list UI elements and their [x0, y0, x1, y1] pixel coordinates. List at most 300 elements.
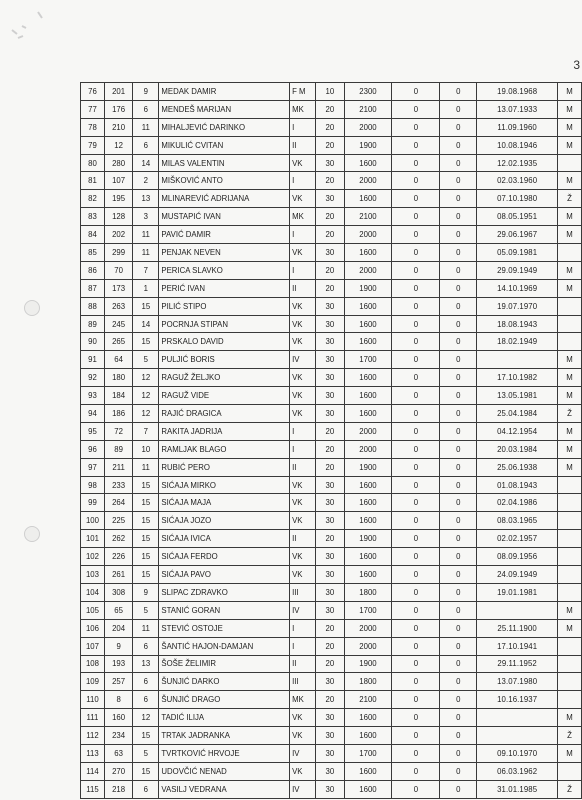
sex-cell: M	[557, 744, 581, 762]
col-b-cell: 11	[133, 458, 159, 476]
birth-date-cell: 12.02.1935	[477, 154, 558, 172]
coefficient-cell: 30	[316, 369, 344, 387]
zero-col-1-cell: 0	[392, 297, 440, 315]
col-a-cell: 264	[104, 494, 132, 512]
col-b-cell: 15	[133, 494, 159, 512]
col-a-cell: 210	[104, 118, 132, 136]
zero-col-2-cell: 0	[440, 530, 477, 548]
zero-col-1-cell: 0	[392, 637, 440, 655]
col-a-cell: 226	[104, 548, 132, 566]
zero-col-2-cell: 0	[440, 566, 477, 584]
coefficient-cell: 20	[316, 261, 344, 279]
coefficient-cell: 30	[316, 315, 344, 333]
name-cell: RAGUŽ ŽELJKO	[159, 369, 290, 387]
row-number-cell: 84	[81, 226, 105, 244]
sex-cell: M	[557, 172, 581, 190]
zero-col-1-cell: 0	[392, 369, 440, 387]
zero-col-1-cell: 0	[392, 583, 440, 601]
sex-cell: Ž	[557, 190, 581, 208]
zero-col-1-cell: 0	[392, 458, 440, 476]
name-cell: MENDEŠ MARIJAN	[159, 100, 290, 118]
amount-cell: 1600	[344, 727, 392, 745]
name-cell: SIĆAJA IVICA	[159, 530, 290, 548]
birth-date-cell: 25.04.1984	[477, 405, 558, 423]
zero-col-1-cell: 0	[392, 190, 440, 208]
row-number-cell: 90	[81, 333, 105, 351]
birth-date-cell: 17.10.1941	[477, 637, 558, 655]
qualification-code-cell: VK	[290, 566, 316, 584]
row-number-cell: 111	[81, 709, 105, 727]
row-number-cell: 110	[81, 691, 105, 709]
coefficient-cell: 30	[316, 244, 344, 262]
table-row	[81, 476, 582, 494]
sex-cell: M	[557, 208, 581, 226]
qualification-code-cell: VK	[290, 494, 316, 512]
page-number: 3	[573, 58, 580, 72]
col-b-cell: 5	[133, 601, 159, 619]
row-number-cell: 83	[81, 208, 105, 226]
zero-col-1-cell: 0	[392, 405, 440, 423]
sex-cell: M	[557, 422, 581, 440]
row-number-cell: 101	[81, 530, 105, 548]
birth-date-cell: 08.03.1965	[477, 512, 558, 530]
amount-cell: 2000	[344, 619, 392, 637]
amount-cell: 1600	[344, 709, 392, 727]
name-cell: ŠUNJIĆ DRAGO	[159, 691, 290, 709]
col-a-cell: 262	[104, 530, 132, 548]
birth-date-cell: 04.12.1954	[477, 422, 558, 440]
zero-col-2-cell: 0	[440, 387, 477, 405]
row-number-cell: 94	[81, 405, 105, 423]
qualification-code-cell: I	[290, 619, 316, 637]
col-b-cell: 5	[133, 744, 159, 762]
table-row	[81, 566, 582, 584]
zero-col-1-cell: 0	[392, 100, 440, 118]
name-cell: ŠUNJIĆ DARKO	[159, 673, 290, 691]
col-a-cell: 233	[104, 476, 132, 494]
col-a-cell: 63	[104, 744, 132, 762]
amount-cell: 1600	[344, 333, 392, 351]
coefficient-cell: 30	[316, 762, 344, 780]
zero-col-2-cell: 0	[440, 691, 477, 709]
records-body	[81, 83, 582, 799]
coefficient-cell: 30	[316, 583, 344, 601]
coefficient-cell: 30	[316, 548, 344, 566]
name-cell: MIHALJEVIĆ DARINKO	[159, 118, 290, 136]
coefficient-cell: 30	[316, 387, 344, 405]
zero-col-1-cell: 0	[392, 172, 440, 190]
zero-col-2-cell: 0	[440, 83, 477, 101]
col-a-cell: 65	[104, 601, 132, 619]
birth-date-cell: 06.03.1962	[477, 762, 558, 780]
amount-cell: 1600	[344, 297, 392, 315]
coefficient-cell: 20	[316, 118, 344, 136]
table-row	[81, 619, 582, 637]
birth-date-cell: 10.16.1937	[477, 691, 558, 709]
col-b-cell: 11	[133, 244, 159, 262]
qualification-code-cell: I	[290, 118, 316, 136]
birth-date-cell: 13.05.1981	[477, 387, 558, 405]
sex-cell: Ž	[557, 405, 581, 423]
zero-col-1-cell: 0	[392, 333, 440, 351]
coefficient-cell: 30	[316, 297, 344, 315]
col-a-cell: 211	[104, 458, 132, 476]
row-number-cell: 86	[81, 261, 105, 279]
name-cell: SIĆAJA MAJA	[159, 494, 290, 512]
zero-col-2-cell: 0	[440, 637, 477, 655]
name-cell: ŠOŠE ŽELIMIR	[159, 655, 290, 673]
qualification-code-cell: VK	[290, 387, 316, 405]
qualification-code-cell: MK	[290, 208, 316, 226]
col-b-cell: 14	[133, 154, 159, 172]
row-number-cell: 96	[81, 440, 105, 458]
zero-col-2-cell: 0	[440, 279, 477, 297]
birth-date-cell: 07.10.1980	[477, 190, 558, 208]
amount-cell: 2000	[344, 422, 392, 440]
amount-cell: 1900	[344, 458, 392, 476]
qualification-code-cell: IV	[290, 744, 316, 762]
sex-cell: M	[557, 136, 581, 154]
name-cell: SIĆAJA PAVO	[159, 566, 290, 584]
table-row	[81, 297, 582, 315]
zero-col-2-cell: 0	[440, 780, 477, 798]
table-row	[81, 172, 582, 190]
col-b-cell: 15	[133, 512, 159, 530]
qualification-code-cell: MK	[290, 100, 316, 118]
qualification-code-cell: VK	[290, 244, 316, 262]
zero-col-1-cell: 0	[392, 387, 440, 405]
col-b-cell: 15	[133, 530, 159, 548]
name-cell: PAVIĆ DAMIR	[159, 226, 290, 244]
qualification-code-cell: VK	[290, 405, 316, 423]
table-row	[81, 422, 582, 440]
amount-cell: 1800	[344, 583, 392, 601]
row-number-cell: 85	[81, 244, 105, 262]
name-cell: VASILJ VEDRANA	[159, 780, 290, 798]
col-a-cell: 225	[104, 512, 132, 530]
zero-col-2-cell: 0	[440, 369, 477, 387]
name-cell: MILAS VALENTIN	[159, 154, 290, 172]
col-a-cell: 245	[104, 315, 132, 333]
birth-date-cell: 09.10.1970	[477, 744, 558, 762]
amount-cell: 1600	[344, 154, 392, 172]
zero-col-1-cell: 0	[392, 530, 440, 548]
birth-date-cell: 05.09.1981	[477, 244, 558, 262]
qualification-code-cell: II	[290, 655, 316, 673]
col-a-cell: 128	[104, 208, 132, 226]
coefficient-cell: 20	[316, 279, 344, 297]
col-a-cell: 180	[104, 369, 132, 387]
qualification-code-cell: II	[290, 530, 316, 548]
zero-col-1-cell: 0	[392, 762, 440, 780]
col-b-cell: 15	[133, 548, 159, 566]
row-number-cell: 81	[81, 172, 105, 190]
table-row	[81, 369, 582, 387]
col-a-cell: 107	[104, 172, 132, 190]
coefficient-cell: 20	[316, 440, 344, 458]
zero-col-1-cell: 0	[392, 744, 440, 762]
col-a-cell: 234	[104, 727, 132, 745]
qualification-code-cell: I	[290, 261, 316, 279]
birth-date-cell: 13.07.1980	[477, 673, 558, 691]
birth-date-cell: 08.09.1956	[477, 548, 558, 566]
col-a-cell: 160	[104, 709, 132, 727]
sex-cell: M	[557, 226, 581, 244]
sex-cell	[557, 673, 581, 691]
table-row	[81, 261, 582, 279]
col-b-cell: 15	[133, 476, 159, 494]
amount-cell: 1600	[344, 405, 392, 423]
col-a-cell: 8	[104, 691, 132, 709]
qualification-code-cell: VK	[290, 709, 316, 727]
coefficient-cell: 30	[316, 566, 344, 584]
name-cell: PILIĆ STIPO	[159, 297, 290, 315]
table-row	[81, 780, 582, 798]
row-number-cell: 89	[81, 315, 105, 333]
sex-cell	[557, 691, 581, 709]
row-number-cell: 103	[81, 566, 105, 584]
col-b-cell: 1	[133, 279, 159, 297]
col-b-cell: 15	[133, 566, 159, 584]
table-row	[81, 83, 582, 101]
col-b-cell: 5	[133, 351, 159, 369]
qualification-code-cell: F M	[290, 83, 316, 101]
coefficient-cell: 30	[316, 709, 344, 727]
coefficient-cell: 20	[316, 691, 344, 709]
coefficient-cell: 20	[316, 208, 344, 226]
coefficient-cell: 20	[316, 100, 344, 118]
table-row	[81, 351, 582, 369]
col-b-cell: 15	[133, 297, 159, 315]
sex-cell	[557, 494, 581, 512]
coefficient-cell: 30	[316, 512, 344, 530]
zero-col-2-cell: 0	[440, 583, 477, 601]
row-number-cell: 115	[81, 780, 105, 798]
col-a-cell: 70	[104, 261, 132, 279]
zero-col-1-cell: 0	[392, 351, 440, 369]
coefficient-cell: 30	[316, 351, 344, 369]
qualification-code-cell: I	[290, 637, 316, 655]
col-b-cell: 10	[133, 440, 159, 458]
row-number-cell: 102	[81, 548, 105, 566]
col-a-cell: 195	[104, 190, 132, 208]
amount-cell: 1700	[344, 601, 392, 619]
amount-cell: 1900	[344, 655, 392, 673]
birth-date-cell: 20.03.1984	[477, 440, 558, 458]
birth-date-cell: 02.04.1986	[477, 494, 558, 512]
row-number-cell: 91	[81, 351, 105, 369]
amount-cell: 1600	[344, 190, 392, 208]
row-number-cell: 109	[81, 673, 105, 691]
coefficient-cell: 30	[316, 673, 344, 691]
birth-date-cell: 19.08.1968	[477, 83, 558, 101]
col-a-cell: 64	[104, 351, 132, 369]
col-a-cell: 202	[104, 226, 132, 244]
col-a-cell: 89	[104, 440, 132, 458]
col-a-cell: 184	[104, 387, 132, 405]
coefficient-cell: 20	[316, 458, 344, 476]
zero-col-2-cell: 0	[440, 172, 477, 190]
col-a-cell: 173	[104, 279, 132, 297]
sex-cell	[557, 566, 581, 584]
amount-cell: 1700	[344, 744, 392, 762]
sex-cell: M	[557, 709, 581, 727]
col-b-cell: 15	[133, 333, 159, 351]
zero-col-2-cell: 0	[440, 458, 477, 476]
zero-col-2-cell: 0	[440, 440, 477, 458]
table-row	[81, 548, 582, 566]
col-b-cell: 6	[133, 691, 159, 709]
name-cell: POCRNJA STIPAN	[159, 315, 290, 333]
birth-date-cell: 11.09.1960	[477, 118, 558, 136]
birth-date-cell: 31.01.1985	[477, 780, 558, 798]
table-row	[81, 762, 582, 780]
col-a-cell: 72	[104, 422, 132, 440]
coefficient-cell: 20	[316, 422, 344, 440]
sex-cell	[557, 154, 581, 172]
table-row	[81, 244, 582, 262]
col-b-cell: 11	[133, 226, 159, 244]
col-b-cell: 11	[133, 118, 159, 136]
name-cell: MUSTAPIĆ IVAN	[159, 208, 290, 226]
col-a-cell: 218	[104, 780, 132, 798]
zero-col-1-cell: 0	[392, 691, 440, 709]
sex-cell: M	[557, 118, 581, 136]
coefficient-cell: 30	[316, 494, 344, 512]
coefficient-cell: 10	[316, 83, 344, 101]
name-cell: PERICA SLAVKO	[159, 261, 290, 279]
coefficient-cell: 30	[316, 333, 344, 351]
amount-cell: 1800	[344, 673, 392, 691]
col-b-cell: 14	[133, 315, 159, 333]
col-b-cell: 6	[133, 780, 159, 798]
amount-cell: 2000	[344, 261, 392, 279]
birth-date-cell: 24.09.1949	[477, 566, 558, 584]
zero-col-1-cell: 0	[392, 279, 440, 297]
row-number-cell: 87	[81, 279, 105, 297]
birth-date-cell: 19.01.1981	[477, 583, 558, 601]
coefficient-cell: 20	[316, 530, 344, 548]
sex-cell	[557, 762, 581, 780]
birth-date-cell	[477, 709, 558, 727]
zero-col-2-cell: 0	[440, 154, 477, 172]
zero-col-2-cell: 0	[440, 601, 477, 619]
amount-cell: 1900	[344, 136, 392, 154]
table-row	[81, 458, 582, 476]
col-a-cell: 201	[104, 83, 132, 101]
zero-col-2-cell: 0	[440, 744, 477, 762]
amount-cell: 1700	[344, 351, 392, 369]
qualification-code-cell: II	[290, 279, 316, 297]
row-number-cell: 93	[81, 387, 105, 405]
col-a-cell: 193	[104, 655, 132, 673]
qualification-code-cell: III	[290, 673, 316, 691]
zero-col-1-cell: 0	[392, 619, 440, 637]
name-cell: MLINAREVIĆ ADRIJANA	[159, 190, 290, 208]
table-row	[81, 530, 582, 548]
name-cell: SLIPAC ZDRAVKO	[159, 583, 290, 601]
qualification-code-cell: VK	[290, 476, 316, 494]
name-cell: STANIĆ GORAN	[159, 601, 290, 619]
col-b-cell: 12	[133, 405, 159, 423]
row-number-cell: 104	[81, 583, 105, 601]
col-b-cell: 6	[133, 637, 159, 655]
amount-cell: 1600	[344, 369, 392, 387]
sex-cell: Ž	[557, 727, 581, 745]
col-a-cell: 263	[104, 297, 132, 315]
zero-col-2-cell: 0	[440, 315, 477, 333]
zero-col-1-cell: 0	[392, 83, 440, 101]
amount-cell: 1900	[344, 530, 392, 548]
birth-date-cell: 25.11.1900	[477, 619, 558, 637]
table-row	[81, 118, 582, 136]
zero-col-1-cell: 0	[392, 118, 440, 136]
amount-cell: 1600	[344, 244, 392, 262]
amount-cell: 2000	[344, 172, 392, 190]
zero-col-1-cell: 0	[392, 655, 440, 673]
birth-date-cell: 14.10.1969	[477, 279, 558, 297]
col-b-cell: 3	[133, 208, 159, 226]
col-a-cell: 261	[104, 566, 132, 584]
amount-cell: 2000	[344, 226, 392, 244]
name-cell: RAJIĆ DRAGICA	[159, 405, 290, 423]
zero-col-2-cell: 0	[440, 762, 477, 780]
zero-col-2-cell: 0	[440, 226, 477, 244]
col-b-cell: 12	[133, 387, 159, 405]
zero-col-2-cell: 0	[440, 512, 477, 530]
col-b-cell: 12	[133, 709, 159, 727]
zero-col-2-cell: 0	[440, 405, 477, 423]
col-b-cell: 6	[133, 100, 159, 118]
col-b-cell: 6	[133, 136, 159, 154]
amount-cell: 1600	[344, 387, 392, 405]
coefficient-cell: 30	[316, 601, 344, 619]
qualification-code-cell: VK	[290, 762, 316, 780]
name-cell: MEDAK DAMIR	[159, 83, 290, 101]
zero-col-1-cell: 0	[392, 208, 440, 226]
birth-date-cell: 02.03.1960	[477, 172, 558, 190]
sex-cell: M	[557, 458, 581, 476]
amount-cell: 1600	[344, 512, 392, 530]
birth-date-cell: 19.07.1970	[477, 297, 558, 315]
col-b-cell: 7	[133, 422, 159, 440]
zero-col-2-cell: 0	[440, 118, 477, 136]
table-row	[81, 512, 582, 530]
name-cell: PRSKALO DAVID	[159, 333, 290, 351]
qualification-code-cell: VK	[290, 333, 316, 351]
col-b-cell: 9	[133, 83, 159, 101]
amount-cell: 2100	[344, 100, 392, 118]
qualification-code-cell: IV	[290, 780, 316, 798]
name-cell: RUBIĆ PERO	[159, 458, 290, 476]
table-row	[81, 601, 582, 619]
zero-col-2-cell: 0	[440, 136, 477, 154]
table-row	[81, 279, 582, 297]
birth-date-cell	[477, 727, 558, 745]
zero-col-1-cell: 0	[392, 261, 440, 279]
row-number-cell: 113	[81, 744, 105, 762]
col-a-cell: 280	[104, 154, 132, 172]
birth-date-cell: 18.02.1949	[477, 333, 558, 351]
row-number-cell: 105	[81, 601, 105, 619]
zero-col-1-cell: 0	[392, 512, 440, 530]
birth-date-cell	[477, 351, 558, 369]
qualification-code-cell: II	[290, 458, 316, 476]
coefficient-cell: 30	[316, 190, 344, 208]
zero-col-1-cell: 0	[392, 548, 440, 566]
col-b-cell: 13	[133, 190, 159, 208]
zero-col-2-cell: 0	[440, 673, 477, 691]
